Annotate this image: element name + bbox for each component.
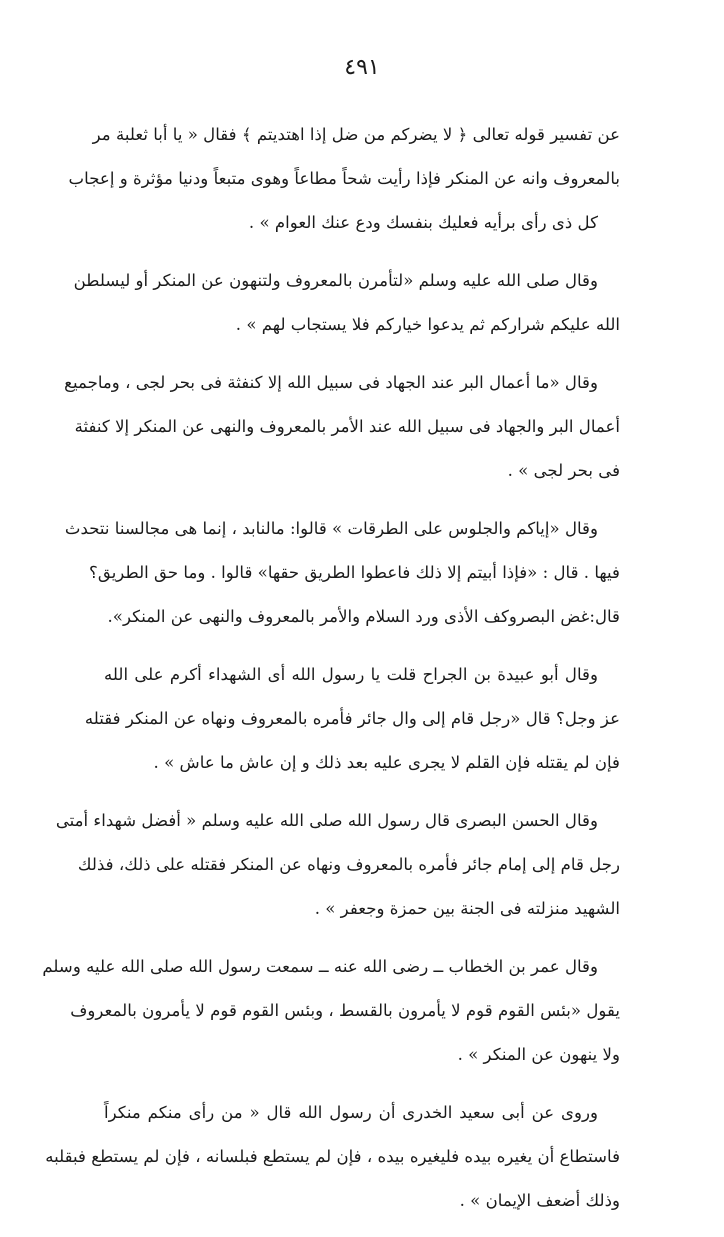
paragraph bbox=[64, 507, 620, 639]
text-line: ولا ينهون عن المنكر » . bbox=[457, 1045, 620, 1064]
paragraph bbox=[42, 945, 620, 1077]
paragraph bbox=[73, 259, 620, 347]
text-line: وقال «ما أعمال البر عند الجهاد فى سبيل الله إلا كنفثة فى بحر لجى ، وماجميع bbox=[64, 373, 598, 392]
text-line: وقال «إياكم والجلوس على الطرقات » قالوا: مالنابد ، إنما هى مجالسنا نتحدث bbox=[64, 519, 598, 538]
text-line: الله عليكم شراركم ثم يدعوا خياركم فلا يستجاب لهم » . bbox=[235, 315, 620, 334]
text-line: عن تفسير قوله تعالى ﴿ لا يضركم من ضل إذا اهتديتم ﴾ فقال « يا أبا ثعلبة مر bbox=[92, 125, 620, 144]
text-line: بالمعروف وانه عن المنكر فإذا رأيت شحاً مطاعاً وهوى متبعاً ودنيا مؤثرة و إعجاب bbox=[68, 169, 620, 188]
text-line: قال:غض البصروكف الأذى ورد السلام والأمر بالمعروف والنهى عن المنكر». bbox=[107, 607, 620, 626]
body-text bbox=[42, 113, 620, 1237]
text-line: أعمال البر والجهاد فى سبيل الله عند الأمر بالمعروف والنهى عن المنكر إلا كنفثة bbox=[74, 417, 620, 436]
text-line: الشهيد منزلته فى الجنة بين حمزة وجعفر » . bbox=[314, 899, 620, 918]
text-line: وذلك أضعف الإيمان » . bbox=[459, 1191, 620, 1210]
text-line: يقول «بئس القوم قوم لا يأمرون بالقسط ، وبئس القوم قوم لا يأمرون بالمعروف bbox=[70, 1001, 620, 1020]
text-line: رجل قام إلى إمام جائر فأمره بالمعروف ونهاه عن المنكر فقتله على ذلك، فذلك bbox=[77, 855, 620, 874]
text-line: وقال عمر بن الخطاب ــ رضى الله عنه ــ سمعت رسول الله صلى الله عليه وسلم bbox=[42, 957, 598, 976]
text-line: وقال أبو عبيدة بن الجراح قلت يا رسول الله أى الشهداء أكرم على الله bbox=[104, 665, 598, 684]
text-line: فيها . قال : «فإذا أبيتم إلا ذلك فاعطوا الطريق حقها» قالوا . وما حق الطريق؟ bbox=[89, 563, 620, 582]
paragraph bbox=[64, 361, 620, 493]
paragraph bbox=[45, 1091, 620, 1223]
text-line: وقال صلى الله عليه وسلم «لتأمرن بالمعروف ولتنهون عن المنكر أو ليسلطن bbox=[73, 271, 598, 290]
text-line: وروى عن أبى سعيد الخدرى أن رسول الله قال « من رأى منكم منكراً bbox=[104, 1103, 598, 1122]
page-number: ٤٩١ bbox=[344, 55, 380, 80]
text-line: فاستطاع أن يغيره بيده فليغيره بيده ، فإن لم يستطع فبلسانه ، فإن لم يستطع فبقلبه bbox=[45, 1147, 620, 1166]
paragraph bbox=[55, 799, 620, 931]
text-line: فى بحر لجى » . bbox=[507, 461, 620, 480]
text-line: عز وجل؟ قال «رجل قام إلى وال جائر فأمره بالمعروف ونهاه عن المنكر فقتله bbox=[84, 709, 620, 728]
paragraph bbox=[68, 113, 620, 245]
paragraph bbox=[84, 653, 620, 785]
text-line: كل ذى رأى برأيه فعليك بنفسك ودع عنك العوام » . bbox=[248, 213, 598, 232]
text-line: فإن لم يقتله فإن القلم لا يجرى عليه بعد ذلك و إن عاش ما عاش » . bbox=[153, 753, 620, 772]
text-line: وقال الحسن البصرى قال رسول الله صلى الله عليه وسلم « أفضل شهداء أمتى bbox=[55, 811, 598, 830]
